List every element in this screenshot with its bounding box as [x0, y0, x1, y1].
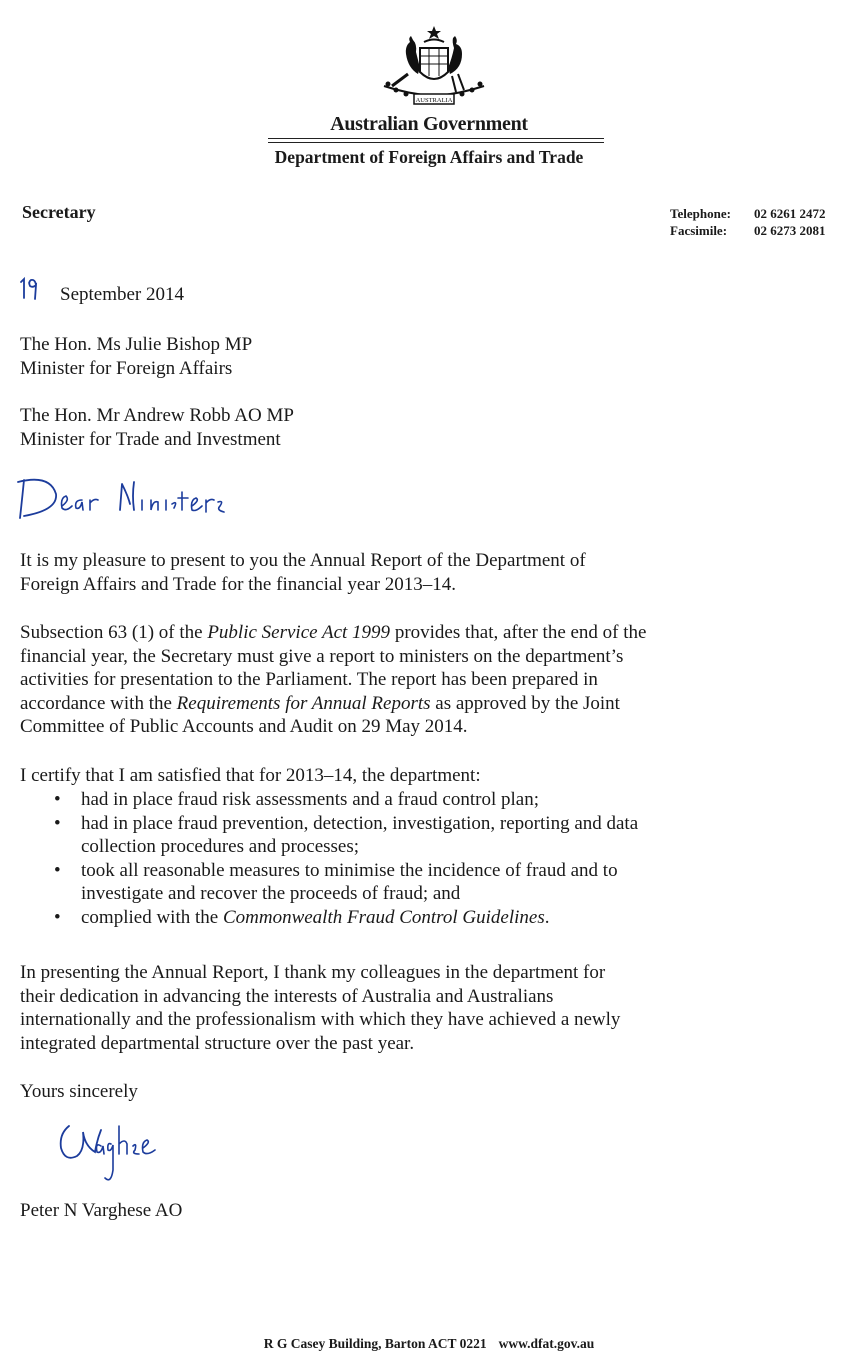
list-item: • complied with the Commonwealth Fraud Control Guidelines. [20, 906, 845, 930]
requirements-title: Requirements for Annual Reports [176, 692, 431, 714]
salutation-text: Dear Ministers [10, 470, 16, 471]
certification-list [20, 788, 845, 929]
addressee-2 [20, 404, 845, 451]
paragraph-legislation [20, 621, 845, 739]
text-line: their dedication in advancing the interests of Australia and Australians [20, 985, 554, 1007]
government-name: Australian Government [330, 113, 528, 135]
text-line: Foreign Affairs and Trade for the financial year 2013–14. [20, 573, 457, 595]
letter-date: September 2014 [60, 284, 185, 305]
facsimile-label: Facsimile: [670, 223, 728, 238]
act-title: Public Service Act 1999 [207, 622, 391, 643]
list-item: • took all reasonable measures to minimise the incidence of fraud and to investigate and recover the proceeds of fraud; and [20, 859, 845, 906]
letter-footer [0, 1336, 858, 1352]
coat-of-arms-icon [378, 24, 490, 108]
text-line: accordance with the Requirements for Annual Reports as approved by the Joint [20, 692, 620, 714]
text-line: Committee of Public Accounts and Audit on 29 May 2014. [20, 716, 468, 737]
letterhead-rule [268, 142, 604, 143]
facsimile-number: 02 6273 2081 [754, 223, 826, 238]
paragraph-intro [20, 549, 845, 596]
text-line: internationally and the professionalism with which they have achieved a newly [20, 1009, 621, 1030]
list-item: • had in place fraud risk assessments and a fraud control plan; [20, 788, 845, 812]
paragraph-thanks [20, 961, 845, 1055]
facsimile-line [670, 222, 826, 239]
certification-intro: I certify that I am satisfied that for 2013–14, the department: [20, 765, 481, 786]
department-name: Department of Foreign Affairs and Trade [274, 147, 584, 167]
closing: Yours sincerely [20, 1081, 138, 1102]
addressee-title: Minister for Foreign Affairs [20, 357, 233, 379]
telephone-label: Telephone: [670, 206, 731, 221]
guidelines-title: Commonwealth Fraud Control Guidelines [222, 906, 545, 928]
signature-text: Varghese [55, 1112, 59, 1113]
letterhead-rule [268, 138, 604, 139]
office-title: Secretary [22, 202, 96, 222]
telephone-number: 02 6261 2472 [754, 206, 826, 221]
handwritten-day [17, 276, 41, 304]
addressee-name: The Hon. Mr Andrew Robb AO MP [20, 405, 294, 426]
text-line: Subsection 63 (1) of the Public Service Act 1999 provides that, after the end of the [20, 622, 647, 643]
footer-address: R G Casey Building, Barton ACT 0221 [263, 1336, 487, 1351]
addressee-name: The Hon. Ms Julie Bishop MP [20, 334, 253, 355]
text-line: activities for presentation to the Parliament. The report has been prepared in [20, 669, 598, 690]
list-item: • had in place fraud prevention, detection, investigation, reporting and data collection procedures and processes; [20, 812, 845, 859]
handwritten-signature [55, 1112, 165, 1190]
text-line: It is my pleasure to present to you the Annual Report of the Department of [20, 550, 586, 571]
crest-ribbon-text: AUSTRALIA [415, 97, 453, 104]
handwritten-salutation [10, 470, 230, 528]
text-line: In presenting the Annual Report, I thank my colleagues in the department for [20, 962, 606, 983]
addressee-1 [20, 333, 845, 380]
signatory-name: Peter N Varghese AO [20, 1200, 183, 1221]
footer-website: www.dfat.gov.au [498, 1336, 595, 1351]
telephone-line [670, 205, 826, 222]
contact-block [670, 205, 826, 239]
text-line: integrated departmental structure over the past year. [20, 1032, 415, 1054]
text-line: financial year, the Secretary must give a report to ministers on the department’s [20, 645, 624, 667]
addressee-title: Minister for Trade and Investment [20, 428, 281, 450]
